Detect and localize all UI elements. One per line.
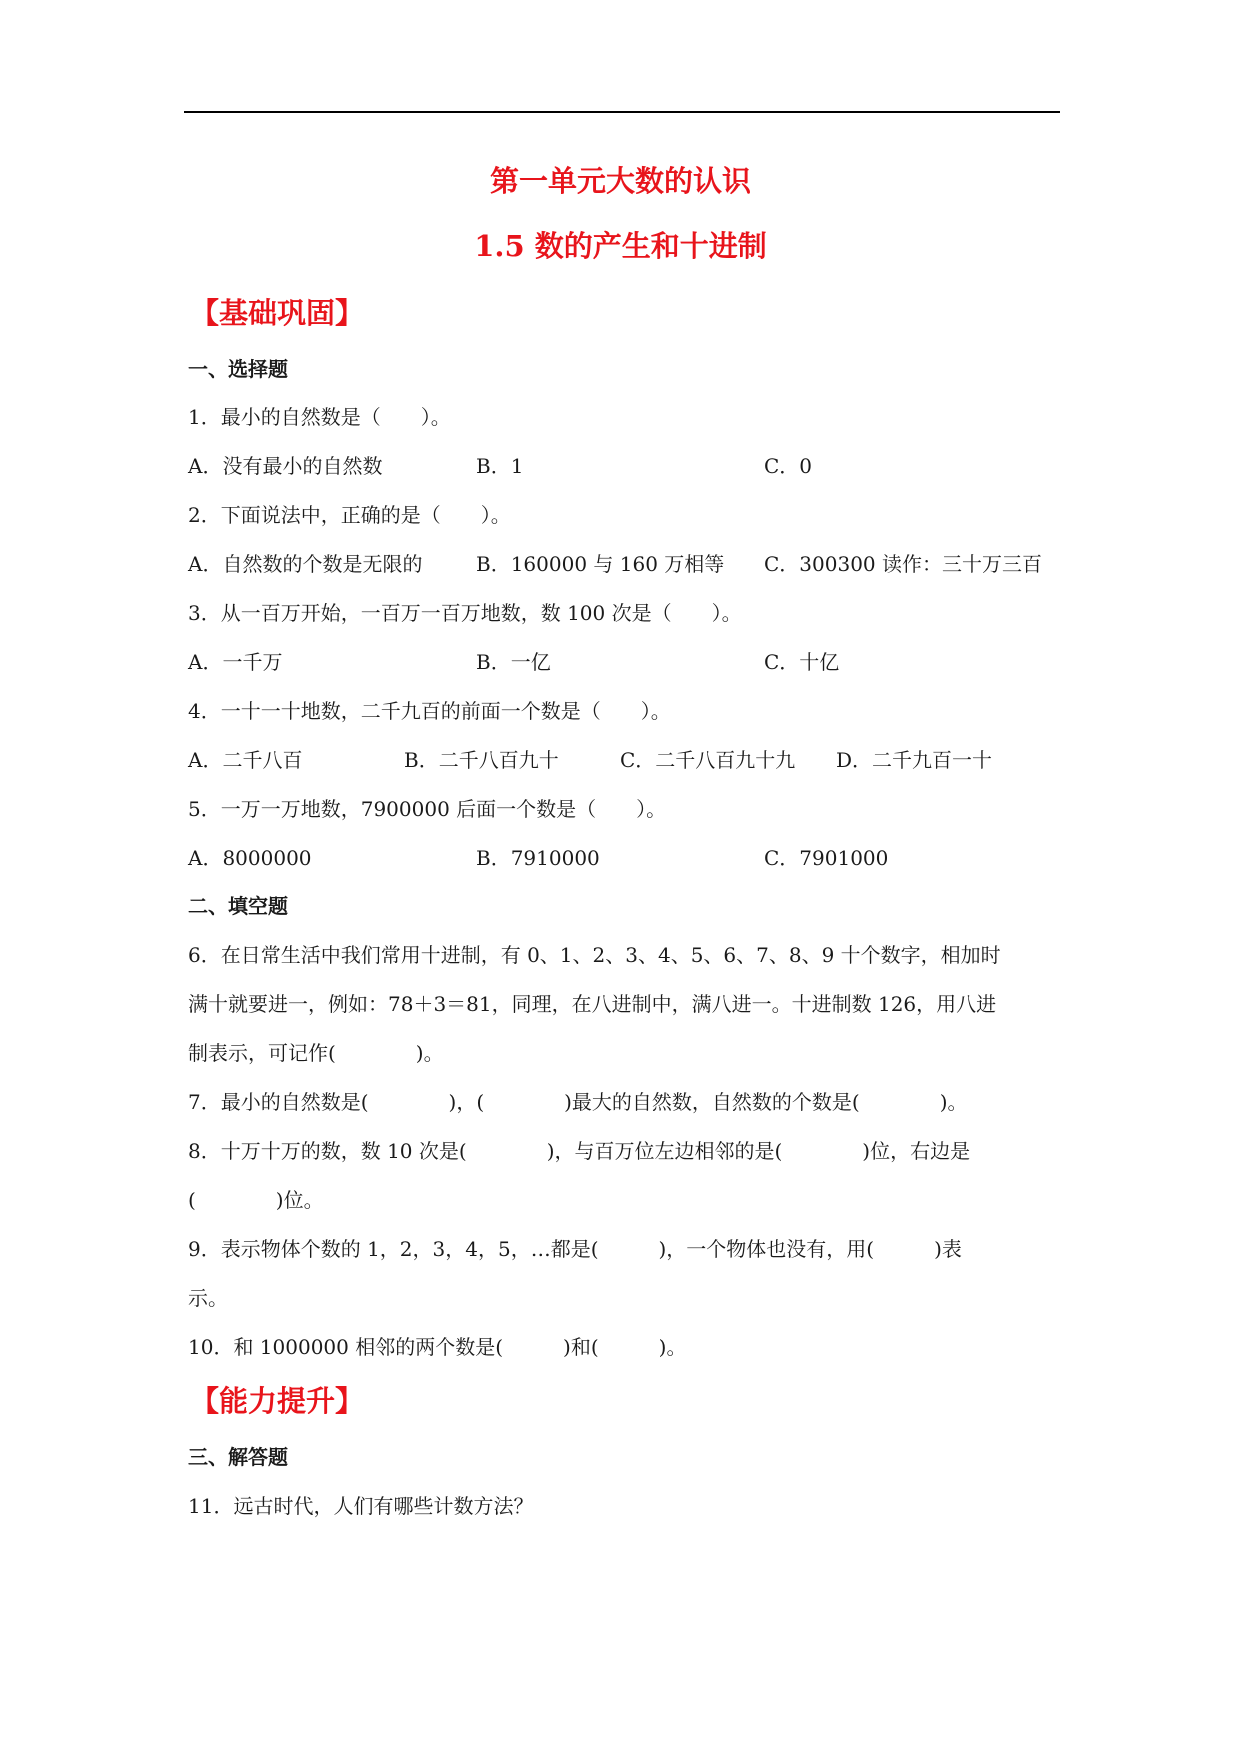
question-9-line-1: 9．表示物体个数的 1，2，3，4，5，…都是( )，一个物体也没有，用( )表 xyxy=(188,1237,962,1261)
question-3: 3．从一百万开始，一百万一百万地数，数 100 次是（ ）。 xyxy=(188,601,742,625)
header-rule xyxy=(184,111,1060,113)
heading-fill: 二、填空题 xyxy=(188,894,288,918)
unit-title: 第一单元大数的认识 xyxy=(489,164,751,198)
q2-option-a: A．自然数的个数是无限的 xyxy=(188,552,423,576)
question-1: 1．最小的自然数是（ ）。 xyxy=(188,405,451,429)
question-8-line-2: ( )位。 xyxy=(188,1188,324,1212)
q1-option-a: A．没有最小的自然数 xyxy=(188,454,383,478)
q4-option-d: D．二千九百一十 xyxy=(836,748,993,772)
question-6-line-3: 制表示，可记作( )。 xyxy=(188,1041,444,1065)
q3-option-c: C．十亿 xyxy=(764,650,840,674)
q5-option-c: C．7901000 xyxy=(764,846,889,870)
q3-option-a: A．一千万 xyxy=(188,650,283,674)
q4-option-a: A．二千八百 xyxy=(188,748,303,772)
question-7: 7．最小的自然数是( )，( )最大的自然数，自然数的个数是( )。 xyxy=(188,1090,968,1114)
q2-option-b: B．160000 与 160 万相等 xyxy=(476,552,725,576)
section-advanced: 【能力提升】 xyxy=(190,1384,365,1418)
q2-option-c: C．300300 读作：三十万三百 xyxy=(764,552,1043,576)
q5-option-b: B．7910000 xyxy=(476,846,600,870)
question-8-line-1: 8．十万十万的数，数 10 次是( )，与百万位左边相邻的是( )位，右边是 xyxy=(188,1139,971,1163)
question-2: 2．下面说法中，正确的是（ ）。 xyxy=(188,503,511,527)
question-9-line-2: 示。 xyxy=(188,1286,228,1310)
heading-choice: 一、选择题 xyxy=(188,357,288,381)
q1-option-c: C．0 xyxy=(764,454,813,478)
question-6-line-1: 6．在日常生活中我们常用十进制，有 0、1、2、3、4、5、6、7、8、9 十个数字，相加时 xyxy=(188,943,1001,967)
q3-option-b: B．一亿 xyxy=(476,650,551,674)
question-5: 5．一万一万地数，7900000 后面一个数是（ ）。 xyxy=(188,797,667,821)
section-basic: 【基础巩固】 xyxy=(190,296,365,330)
question-11: 11．远古时代，人们有哪些计数方法？ xyxy=(188,1494,534,1518)
question-4: 4．一十一十地数，二千九百的前面一个数是（ ）。 xyxy=(188,699,671,723)
heading-answer: 三、解答题 xyxy=(188,1445,288,1469)
question-10: 10．和 1000000 相邻的两个数是( )和( )。 xyxy=(188,1335,687,1359)
question-6-line-2: 满十就要进一，例如：78＋3＝81，同理，在八进制中，满八进一。十进制数 126，用八进 xyxy=(188,992,997,1016)
q5-option-a: A．8000000 xyxy=(188,846,312,870)
q1-option-b: B．1 xyxy=(476,454,524,478)
lesson-title: 1.5 数的产生和十进制 xyxy=(474,229,767,263)
q4-option-b: B．二千八百九十 xyxy=(404,748,559,772)
q4-option-c: C．二千八百九十九 xyxy=(620,748,796,772)
